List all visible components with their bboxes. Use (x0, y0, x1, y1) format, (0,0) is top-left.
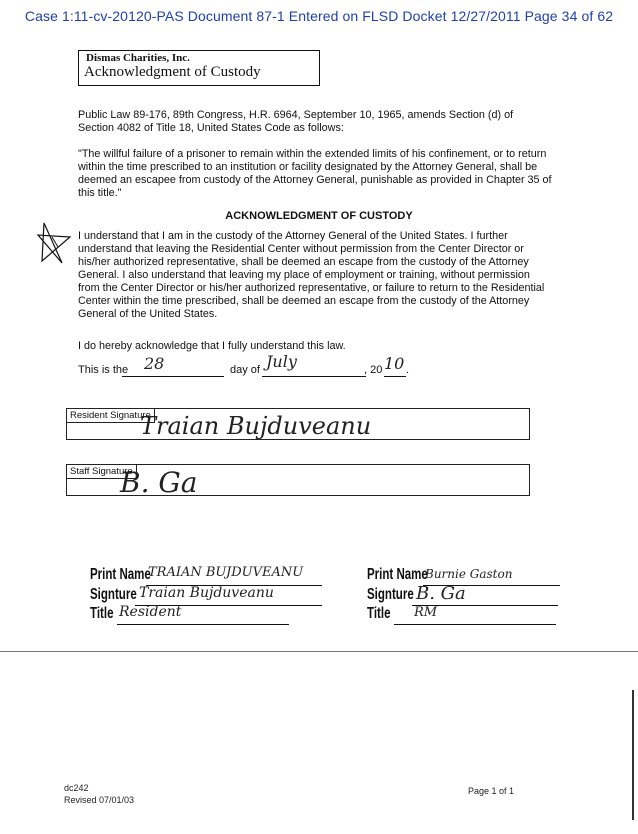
left-print-name-value: TRAIAN BUJDUVEANU (148, 565, 304, 580)
scan-edge-line (632, 690, 634, 820)
left-title-field[interactable] (117, 606, 289, 625)
right-title-label: Title (367, 605, 391, 622)
right-title-value: RM (414, 605, 438, 620)
star-mark (34, 219, 74, 267)
this-is-the-label: This is the (78, 364, 129, 376)
ack-text: I understand that I am in the custody of the Attorney General of the United States. I further understand that leaving the Residential Center without permission from the Center Director or his/her authorized representative, shall be deemed an escape from the custody of the Attorney General. I also understand that leaving my place of employment or training, without permission from the Center Director or his/her authorized representative, or failure to return to the Residential Center within the time prescribed, shall be deemed an escape from the custody of the Attorney General of the United States. (78, 230, 545, 320)
document-title: Acknowledgment of Custody (84, 64, 261, 80)
ack-heading: ACKNOWLEDGMENT OF CUSTODY (225, 210, 413, 222)
form-id: dc242 (64, 783, 89, 793)
right-title-field[interactable] (394, 606, 556, 625)
page-number: Page 1 of 1 (468, 786, 515, 796)
acknowledge-statement: I do hereby acknowledge that I fully understand this law. (78, 340, 346, 352)
right-print-name-value: Burnie Gaston (425, 567, 513, 581)
staff-signature-value: B. Ga (120, 466, 198, 499)
day-of-label: day of (230, 364, 260, 376)
resident-signature-value: Traian Bujduveanu (140, 412, 372, 440)
month-value: July (266, 352, 297, 371)
left-print-name-field[interactable] (146, 567, 322, 586)
right-signature-label: Signture (367, 586, 414, 603)
left-print-name-label: Print Name (90, 566, 151, 583)
revised-date: Revised 07/01/03 (64, 795, 135, 805)
left-signature-value: Traian Bujduveanu (139, 585, 274, 601)
year-prefix: , 20 (364, 364, 383, 376)
day-field[interactable] (122, 354, 224, 377)
year-field[interactable] (384, 354, 406, 377)
day-value: 28 (144, 354, 165, 373)
month-field[interactable] (262, 352, 366, 377)
staff-signature-label: Staff Signature (67, 465, 137, 479)
organization-name: Dismas Charities, Inc. (86, 52, 190, 64)
right-signature-value: B. Ga (416, 583, 466, 604)
left-title-label: Title (90, 605, 114, 622)
left-title-value: Resident (119, 604, 182, 620)
year-value: 10 (384, 354, 405, 373)
date-end: . (406, 364, 410, 376)
law-quote: "The willful failure of a prisoner to remain within the extended limits of his confinement, or to return within the time prescribed to an institution or facility designated by the Attorney General, shall be deemed an escapee from custody of the Attorney General, punishable as provided in Chapter 35 of this title." (78, 148, 552, 199)
divider-line (0, 651, 638, 652)
right-print-name-label: Print Name (367, 566, 428, 583)
law-intro: Public Law 89-176, 89th Congress, H.R. 6964, September 10, 1965, amends Section (d) of Section 4082 of Title 18, United States Code as follows: (78, 109, 514, 134)
resident-signature-label: Resident Signature (67, 409, 155, 423)
left-signature-label: Signture (90, 586, 137, 603)
right-signature-field[interactable] (412, 583, 558, 606)
case-header: Case 1:11-cv-20120-PAS Document 87-1 Entered on FLSD Docket 12/27/2011 Page 34 of 62 (24, 8, 614, 24)
